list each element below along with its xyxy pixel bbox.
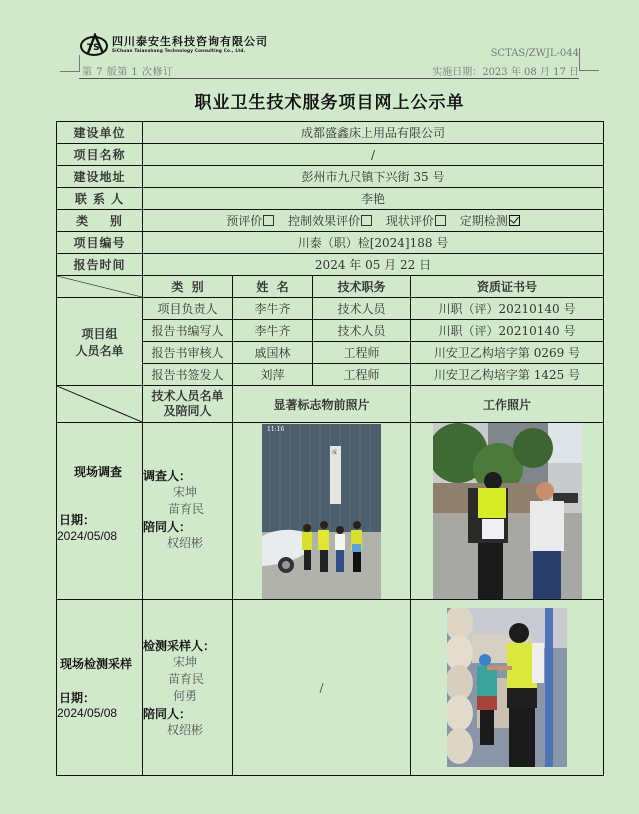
project-team-label-line1: 项目组 [81,326,118,341]
staff-header-role: 类 别 [143,276,233,298]
photo-header-staff-line2: 及陪同人 [163,404,212,418]
site-investigation-title: 现场调查 [74,465,123,479]
row-construction-unit [57,122,604,144]
on-site-sampling-label-cell [57,600,143,776]
svg-text:成: 成 [332,449,338,456]
header-divider [79,78,579,79]
category-options [143,210,604,232]
site-investigation-people-cell [143,423,233,600]
status-evaluation-checkbox[interactable] [435,215,446,226]
header-rule [79,55,80,72]
staff-title: 工程师 [313,342,411,364]
sampler-label: 检测采样人： [143,639,216,653]
companion-name: 权绍彬 [167,723,204,737]
contact-label: 联 系 人 [57,188,143,210]
category-pre-evaluation-label: 预评价 [226,214,263,228]
row-report-time [57,254,604,276]
project-number-label: 项目编号 [57,232,143,254]
svg-text:TS: TS [87,43,100,53]
photo-header-row [57,386,604,423]
photo-header-work: 工作照片 [411,386,604,423]
address-label: 建设地址 [57,166,143,188]
site-investigation-date: 2024/05/08 [57,529,118,543]
staff-title: 技术人员 [313,298,411,320]
project-number-value: 川泰（职）检[2024]188 号 [143,232,604,254]
work-photo [433,423,582,599]
site-investigation-label-cell [57,423,143,600]
staff-role: 报告书签发人 [143,364,233,386]
staff-name: 刘萍 [233,364,313,386]
staff-role: 报告书审核人 [143,342,233,364]
staff-header-cert: 资质证书号 [411,276,604,298]
staff-role: 项目负责人 [143,298,233,320]
category-periodic-testing-label: 定期检测 [459,214,508,228]
sampling-work-photo [447,608,567,767]
pre-evaluation-checkbox[interactable] [263,215,274,226]
company-name-en: SiChuan Taianshang Technology Consulting Co., Ltd. [112,48,246,53]
company-name-cn: 四川泰安生科技咨询有限公司 [112,35,268,48]
site-investigation-date-label: 日期： [59,513,96,527]
staff-header-title: 技术职务 [313,276,411,298]
on-site-sampling-date-label: 日期： [59,691,96,705]
staff-row [57,298,604,320]
photo-header-staff-line1: 技术人员名单 [151,389,224,403]
on-site-sampling-row [57,600,604,776]
sampler-name: 何勇 [173,689,198,703]
project-name-label: 项目名称 [57,144,143,166]
staff-title: 工程师 [313,364,411,386]
staff-title: 技术人员 [313,320,411,342]
sampler-name: 苗育民 [168,672,205,686]
header-rule [579,48,580,71]
sampler-name: 宋坤 [173,655,198,669]
photo-header-landmark: 显著标志物前照片 [233,386,411,423]
disclosure-table [56,121,604,776]
revision-label: 第 7 版第 1 次修订 [82,67,174,78]
project-name-value: / [143,144,604,166]
on-site-sampling-people-cell [143,600,233,776]
staff-cert: 川职（评）20210140 号 [411,298,604,320]
page-title: 职业卫生技术服务项目网上公示单 [194,93,465,113]
companion-label: 陪同人： [143,707,192,721]
investigator-name: 苗育民 [168,502,205,516]
control-effect-checkbox[interactable] [361,215,372,226]
investigator-name: 宋坤 [173,485,198,499]
category-control-effect-label: 控制效果评价 [288,214,361,228]
photo-header-staff [143,386,233,423]
logo-emblem-icon [79,33,109,57]
landmark-photo-placeholder-cell: / [233,600,411,776]
diagonal-corner-cell [57,276,143,298]
row-address [57,166,604,188]
category-status-evaluation-label: 现状评价 [385,214,434,228]
staff-cert: 川安卫乙构培字第 1425 号 [411,364,604,386]
diagonal-line-icon [57,386,142,422]
row-category [57,210,604,232]
investigator-label: 调查人： [143,469,192,483]
landmark-photo-cell [233,423,411,600]
header-rule [579,70,599,71]
project-team-label-line2: 人员名单 [75,343,124,358]
diagonal-corner-cell [57,386,143,423]
document-number: SCTAS/ZWJL-044 [490,48,579,59]
report-time-label: 报告时间 [57,254,143,276]
diagonal-line-icon [57,276,142,297]
construction-unit-label: 建设单位 [57,122,143,144]
on-site-sampling-date: 2024/05/08 [57,706,118,720]
staff-name: 李牛齐 [233,320,313,342]
svg-text:11:16: 11:16 [267,425,285,433]
header-rule [60,71,80,72]
periodic-testing-checkbox[interactable] [509,215,520,226]
row-project-name [57,144,604,166]
staff-role: 报告书编写人 [143,320,233,342]
company-logo [79,33,268,57]
project-team-label [57,298,143,386]
construction-unit-value: 成都盛鑫床上用品有限公司 [143,122,604,144]
row-contact [57,188,604,210]
site-investigation-row [57,423,604,600]
companion-label: 陪同人： [143,520,192,534]
landmark-photo [262,424,381,599]
staff-cert: 川安卫乙构培字第 0269 号 [411,342,604,364]
staff-header-row [57,276,604,298]
category-label: 类 别 [57,210,143,232]
companion-name: 权绍彬 [167,536,204,550]
contact-value: 李艳 [143,188,604,210]
sampling-work-photo-cell [411,600,604,776]
staff-name: 李牛齐 [233,298,313,320]
implementation-date: 实施日期：2023 年 08 月 17 日 [432,67,579,78]
on-site-sampling-title: 现场检测采样 [60,657,133,671]
row-project-number [57,232,604,254]
staff-name: 戚国林 [233,342,313,364]
staff-cert: 川职（评）20210140 号 [411,320,604,342]
report-time-value: 2024 年 05 月 22 日 [143,254,604,276]
address-value: 彭州市九尺镇下兴街 35 号 [143,166,604,188]
staff-header-name: 姓 名 [233,276,313,298]
work-photo-cell [411,423,604,600]
